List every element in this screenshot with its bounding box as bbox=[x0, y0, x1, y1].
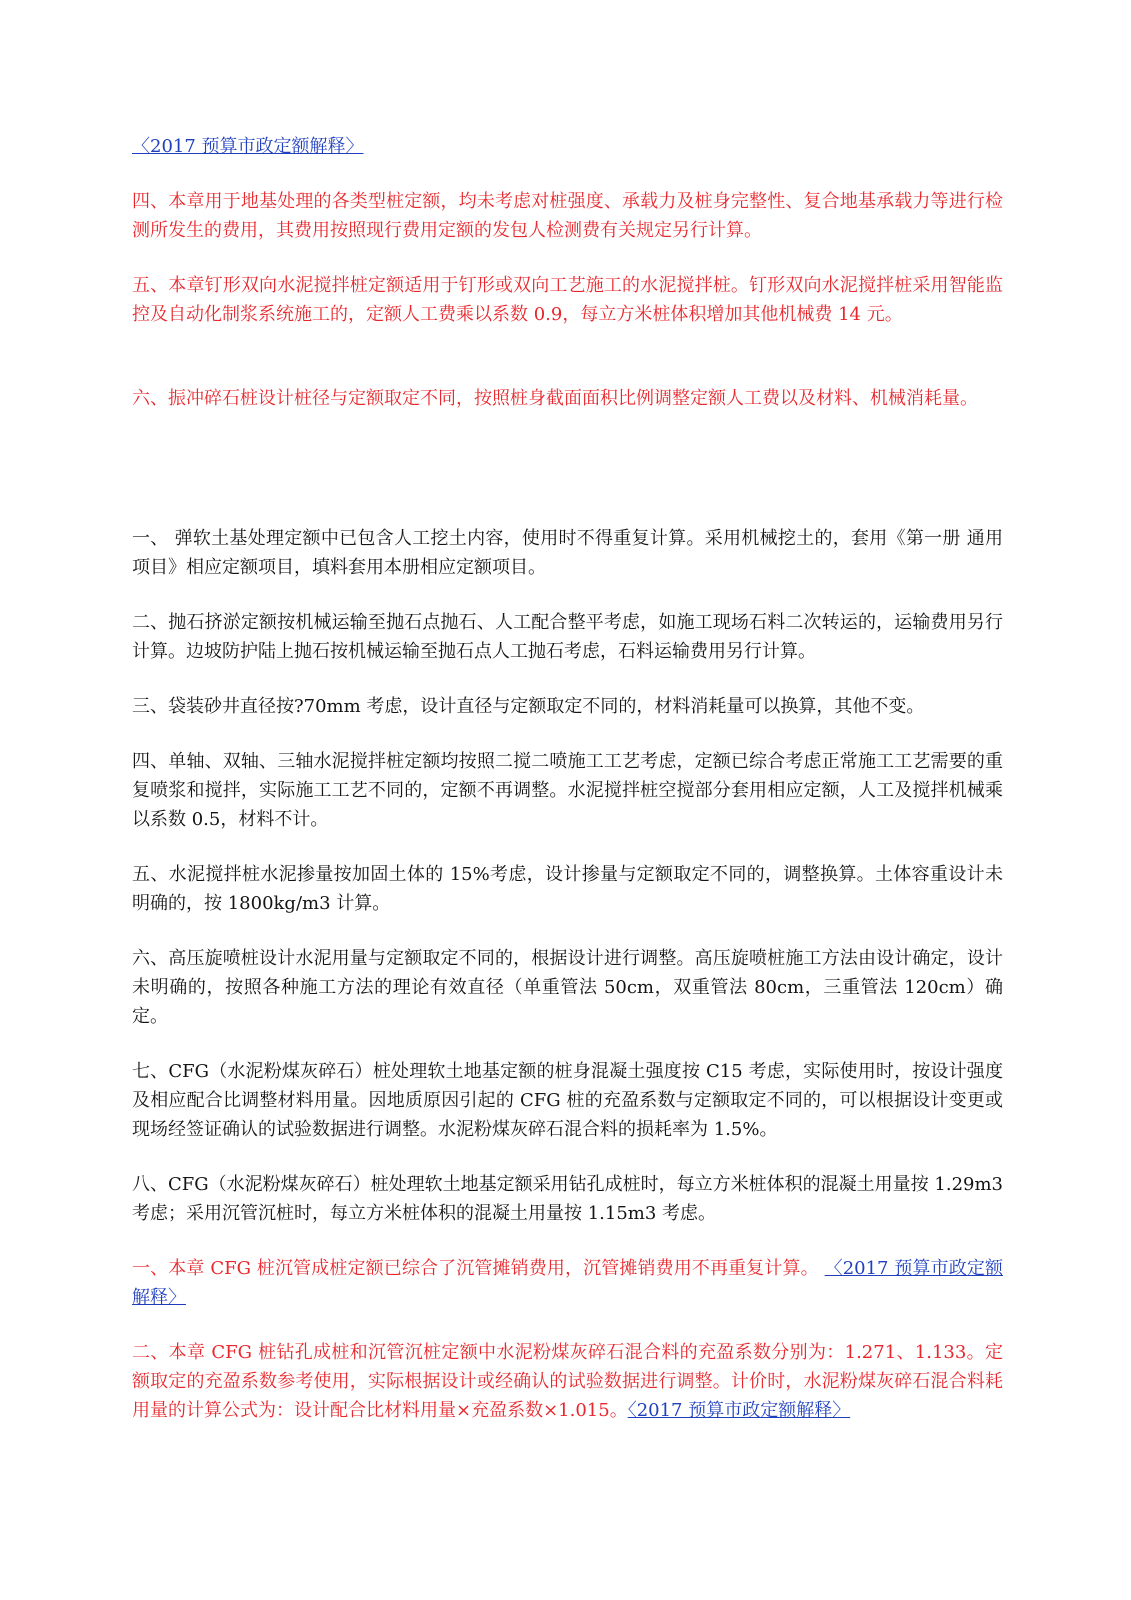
interpretation-link-top[interactable]: 〈2017 预算市政定额解释〉 bbox=[132, 136, 364, 157]
rule-8: 八、CFG（水泥粉煤灰碎石）桩处理软土地基定额采用钻孔成桩时，每立方米桩体积的混凝土用量按 1.29m3 考虑；采用沉管沉桩时，每立方米桩体积的混凝土用量按 1.15m3 考虑。 bbox=[132, 1174, 1003, 1224]
rule-4: 四、单轴、双轴、三轴水泥搅拌桩定额均按照二搅二喷施工工艺考虑，定额已综合考虑正常施工工艺需要的重复喷浆和搅拌，实际施工工艺不同的，定额不再调整。水泥搅拌桩空搅部分套用相应定额，人工及搅拌机械乘以系数 0.5，材料不计。 bbox=[132, 751, 1003, 830]
red-note-cfg-1-text: 一、本章 CFG 桩沉管成桩定额已综合了沉管摊销费用，沉管摊销费用不再重复计算。 bbox=[132, 1258, 825, 1279]
red-note-cfg-2 bbox=[132, 1338, 1003, 1425]
top-link-paragraph bbox=[132, 132, 1003, 161]
rule-1: 一、 弹软土基处理定额中已包含人工挖土内容，使用时不得重复计算。采用机械挖土的，套用《第一册 通用项目》相应定额项目，填料套用本册相应定额项目。 bbox=[132, 528, 1003, 578]
interpretation-link-cfg-2[interactable]: 〈2017 预算市政定额解释〉 bbox=[627, 1400, 851, 1421]
red-note-cfg-2-text: 二、本章 CFG 桩钻孔成桩和沉管沉桩定额中水泥粉煤灰碎石混合料的充盈系数分别为：1.271、1.133。定额取定的充盈系数参考使用，实际根据设计或经确认的试验数据进行调整。计价时，水泥粉煤灰碎石混合料耗用量的计算公式为：设计配合比材料用量×充盈系数×1.015。 bbox=[132, 1342, 1003, 1421]
red-note-4: 四、本章用于地基处理的各类型桩定额，均未考虑对桩强度、承载力及桩身完整性、复合地基承载力等进行检测所发生的费用，其费用按照现行费用定额的发包人检测费有关规定另行计算。 bbox=[132, 191, 1003, 241]
red-note-5: 五、本章钉形双向水泥搅拌桩定额适用于钉形或双向工艺施工的水泥搅拌桩。钉形双向水泥搅拌桩采用智能监控及自动化制浆系统施工的，定额人工费乘以系数 0.9，每立方米桩体积增加其他机械费 14 元。 bbox=[132, 275, 1003, 325]
rule-2: 二、抛石挤淤定额按机械运输至抛石点抛石、人工配合整平考虑，如施工现场石料二次转运的，运输费用另行计算。边坡防护陆上抛石按机械运输至抛石点人工抛石考虑，石料运输费用另行计算。 bbox=[132, 612, 1003, 662]
red-note-6: 六、振冲碎石桩设计桩径与定额取定不同，按照桩身截面面积比例调整定额人工费以及材料、机械消耗量。 bbox=[132, 388, 978, 409]
rule-7: 七、CFG（水泥粉煤灰碎石）桩处理软土地基定额的桩身混凝土强度按 C15 考虑，实际使用时，按设计强度及相应配合比调整材料用量。因地质原因引起的 CFG 桩的充盈系数与定额取定不同的，可以根据设计变更或现场经签证确认的试验数据进行调整。水泥粉煤灰碎石混合料的损耗率为 1.5%。 bbox=[132, 1061, 1003, 1140]
red-note-cfg-1 bbox=[132, 1254, 1003, 1312]
rule-6: 六、高压旋喷桩设计水泥用量与定额取定不同的，根据设计进行调整。高压旋喷桩施工方法由设计确定，设计未明确的，按照各种施工方法的理论有效直径（单重管法 50cm，双重管法 80cm，三重管法 120cm）确定。 bbox=[132, 948, 1003, 1027]
interpretation-link-cfg-1[interactable]: 〈2017 预算市政定额解释〉 bbox=[132, 1258, 1003, 1308]
rule-3: 三、袋装砂井直径按?70mm 考虑，设计直径与定额取定不同的，材料消耗量可以换算，其他不变。 bbox=[132, 696, 925, 717]
rule-5: 五、水泥搅拌桩水泥掺量按加固土体的 15%考虑，设计掺量与定额取定不同的，调整换算。土体容重设计未明确的，按 1800kg/m3 计算。 bbox=[132, 864, 1003, 914]
